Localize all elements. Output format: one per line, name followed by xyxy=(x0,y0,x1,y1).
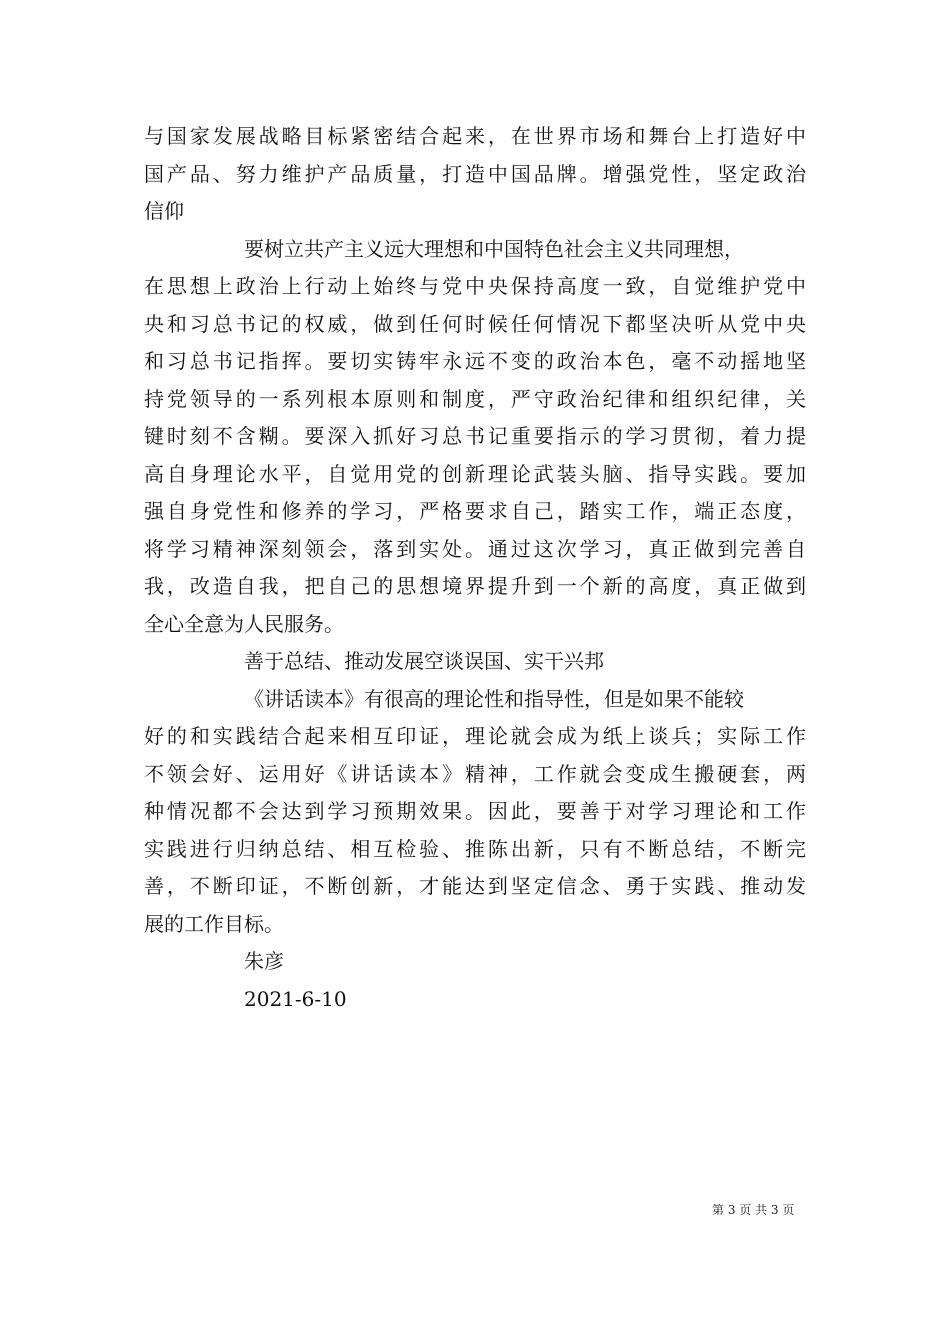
signature-author: 朱彦 xyxy=(244,949,284,973)
paragraph-1 xyxy=(144,118,806,231)
text-line: 全心全意为人民服务。 xyxy=(144,611,344,636)
text-line: 善，不断印证，不断创新，才能达到坚定信念、勇于实践、推动发 xyxy=(144,874,806,898)
document-body xyxy=(144,118,806,1018)
text-line: 与国家发展战略目标紧密结合起来，在世界市场和舞台上打造好中 xyxy=(144,124,806,148)
text-line: 强自身党性和修养的学习，严格要求自己，踏实工作，端正态度， xyxy=(144,499,806,523)
text-line: 不领会好、运用好《讲话读本》精神，工作就会变成生搬硬套，两 xyxy=(144,761,806,786)
section-heading xyxy=(144,643,806,681)
text-line: 键时刻不含糊。要深入抓好习总书记重要指示的学习贯彻，着力提 xyxy=(144,424,806,448)
text-line: 善于总结、推动发展空谈误国、实干兴邦 xyxy=(244,649,604,673)
text-line: 高自身理论水平，自觉用党的创新理论武装头脑、指导实践。要加 xyxy=(144,461,806,486)
text-line: 我，改造自我，把自己的思想境界提升到一个新的高度，真正做到 xyxy=(144,574,806,598)
signature-date: 2021-6-10 xyxy=(244,986,347,1011)
text-line: 央和习总书记的权威，做到任何时候任何情况下都坚决听从党中央 xyxy=(144,311,806,336)
page-number: 第 3 页 共 3 页 xyxy=(712,1203,795,1217)
text-line: 和习总书记指挥。要切实铸牢永远不变的政治本色，毫不动摇地坚 xyxy=(144,349,806,373)
paragraph-3 xyxy=(144,681,806,944)
text-line: 信仰 xyxy=(144,199,184,223)
paragraph-2 xyxy=(144,231,806,644)
text-line: 实践进行归纳总结、相互检验、推陈出新，只有不断总结，不断完 xyxy=(144,836,806,861)
text-line: 持党领导的一系列根本原则和制度，严守政治纪律和组织纪律，关 xyxy=(144,386,806,411)
text-line: 种情况都不会达到学习预期效果。因此，要善于对学习理论和工作 xyxy=(144,799,806,823)
text-line: 要树立共产主义远大理想和中国特色社会主义共同理想， xyxy=(244,236,744,261)
text-line: 展的工作目标。 xyxy=(144,911,284,936)
signature-block xyxy=(144,943,806,1018)
text-line: 《讲话读本》有很高的理论性和指导性，但是如果不能较 xyxy=(244,686,744,711)
text-line: 将学习精神深刻领会，落到实处。通过这次学习，真正做到完善自 xyxy=(144,536,806,561)
text-line: 在思想上政治上行动上始终与党中央保持高度一致，自觉维护党中 xyxy=(144,274,806,298)
text-line: 好的和实践结合起来相互印证，理论就会成为纸上谈兵；实际工作 xyxy=(144,724,806,748)
text-line: 国产品、努力维护产品质量，打造中国品牌。增强党性，坚定政治 xyxy=(144,161,806,186)
